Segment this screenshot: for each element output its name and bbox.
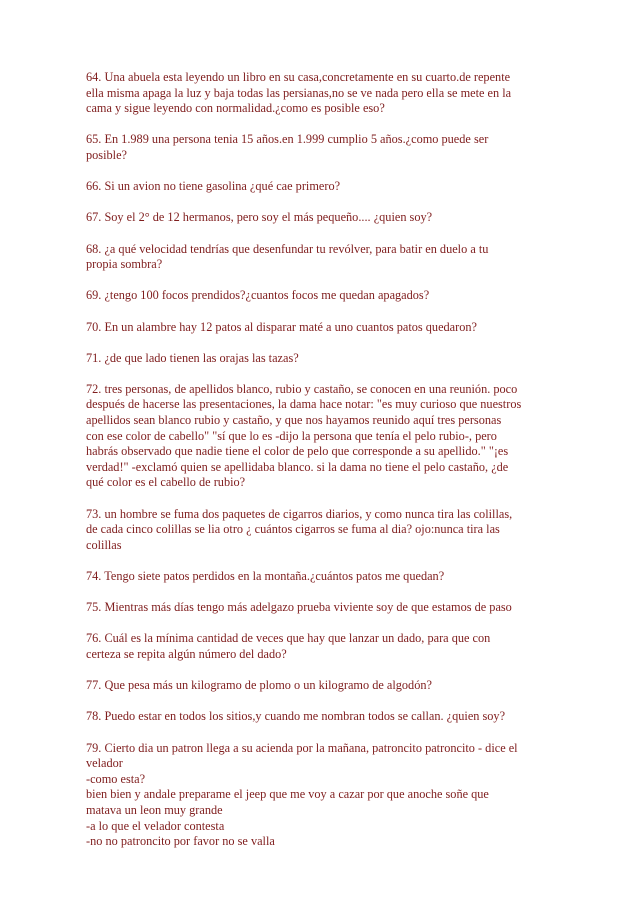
question-paragraph-q72 xyxy=(86,382,556,491)
text-line: -como esta? xyxy=(86,771,146,786)
text-line: 65. En 1.989 una persona tenia 15 años.en 1.999 cumplio 5 años.¿como puede ser xyxy=(86,132,489,147)
text-line: verdad!" -exclamó quien se apellidaba blanco. si la dama no tiene el pelo castaño, ¿de xyxy=(86,459,509,474)
text-line: 77. Que pesa más un kilogramo de plomo o un kilogramo de algodón? xyxy=(86,678,432,693)
question-paragraph-q76 xyxy=(86,631,556,662)
text-line: propia sombra? xyxy=(86,257,163,272)
text-line: posible? xyxy=(86,147,127,162)
text-line: 73. un hombre se fuma dos paquetes de cigarros diarios, y como nunca tira las colillas, xyxy=(86,506,513,521)
question-paragraph-q69 xyxy=(86,288,556,304)
text-line: habrás observado que nadie tiene el color de pelo que corresponde a su apellido." "¡es xyxy=(86,444,509,459)
text-line: 74. Tengo siete patos perdidos en la montaña.¿cuántos patos me quedan? xyxy=(86,569,445,583)
question-paragraph-q71 xyxy=(86,351,556,367)
text-line: 75. Mientras más días tengo más adelgazo prueba viviente soy de que estamos de paso xyxy=(86,600,512,615)
text-line: colillas xyxy=(86,537,122,552)
question-paragraph-q66 xyxy=(86,179,556,195)
text-line: qué color es el cabello de rubio? xyxy=(86,475,246,490)
text-line: apellidos sean blanco rubio y castaño, y que nos hayamos reunido aquí tres personas xyxy=(86,413,502,428)
text-line: después de hacerse las presentaciones, la dama hace notar: "es muy curioso que nuestros xyxy=(86,397,522,412)
text-line: 79. Cierto dia un patron llega a su acienda por la mañana, patroncito patroncito - dice el xyxy=(86,740,518,755)
question-paragraph-q75 xyxy=(86,600,556,616)
question-paragraph-q65 xyxy=(86,132,556,163)
question-paragraph-q79 xyxy=(86,741,556,850)
text-line: 66. Si un avion no tiene gasolina ¿qué cae primero? xyxy=(86,179,341,194)
text-line: certeza se repita algún número del dado? xyxy=(86,646,287,661)
question-paragraph-q77 xyxy=(86,678,556,694)
text-line: 78. Puedo estar en todos los sitios,y cuando me nombran todos se callan. ¿quien soy? xyxy=(86,709,506,724)
question-paragraph-q64 xyxy=(86,70,556,117)
text-line: con ese color de cabello" "sí que lo es -dijo la persona que tenía el pelo rubio-, pero xyxy=(86,428,497,443)
text-line: ella misma apaga la luz y baja todas las persianas,no se ve nada pero ella se mete en la xyxy=(86,85,512,100)
text-line: 67. Soy el 2° de 12 hermanos, pero soy el más pequeño.... ¿quien soy? xyxy=(86,210,433,225)
text-line: 64. Una abuela esta leyendo un libro en su casa,concretamente en su cuarto.de repente xyxy=(86,70,511,84)
document-page xyxy=(86,70,556,865)
text-line: 72. tres personas, de apellidos blanco, rubio y castaño, se conocen en una reunión. poco xyxy=(86,381,518,396)
text-line: 71. ¿de que lado tienen las orajas las tazas? xyxy=(86,350,299,365)
text-line: matava un leon muy grande xyxy=(86,802,223,817)
text-line: -no no patroncito por favor no se valla xyxy=(86,834,275,849)
text-line: -a lo que el velador contesta xyxy=(86,818,225,833)
text-line: 76. Cuál es la mínima cantidad de veces que hay que lanzar un dado, para que con xyxy=(86,631,491,646)
question-paragraph-q74 xyxy=(86,569,556,585)
question-paragraph-q67 xyxy=(86,210,556,226)
question-paragraph-q70 xyxy=(86,320,556,336)
text-line: bien bien y andale preparame el jeep que me voy a cazar por que anoche soñe que xyxy=(86,787,489,802)
text-line: de cada cinco colillas se lia otro ¿ cuántos cigarros se fuma al dia? ojo:nunca tira las xyxy=(86,522,500,537)
text-line: cama y sigue leyendo con normalidad.¿como es posible eso? xyxy=(86,101,385,116)
text-line: velador xyxy=(86,756,123,771)
text-line: 70. En un alambre hay 12 patos al disparar maté a uno cuantos patos quedaron? xyxy=(86,319,477,334)
question-paragraph-q78 xyxy=(86,709,556,725)
question-paragraph-q73 xyxy=(86,507,556,554)
text-line: 69. ¿tengo 100 focos prendidos?¿cuantos focos me quedan apagados? xyxy=(86,288,430,303)
question-paragraph-q68 xyxy=(86,242,556,273)
text-line: 68. ¿a qué velocidad tendrías que desenfundar tu revólver, para batir en duelo a tu xyxy=(86,241,489,256)
